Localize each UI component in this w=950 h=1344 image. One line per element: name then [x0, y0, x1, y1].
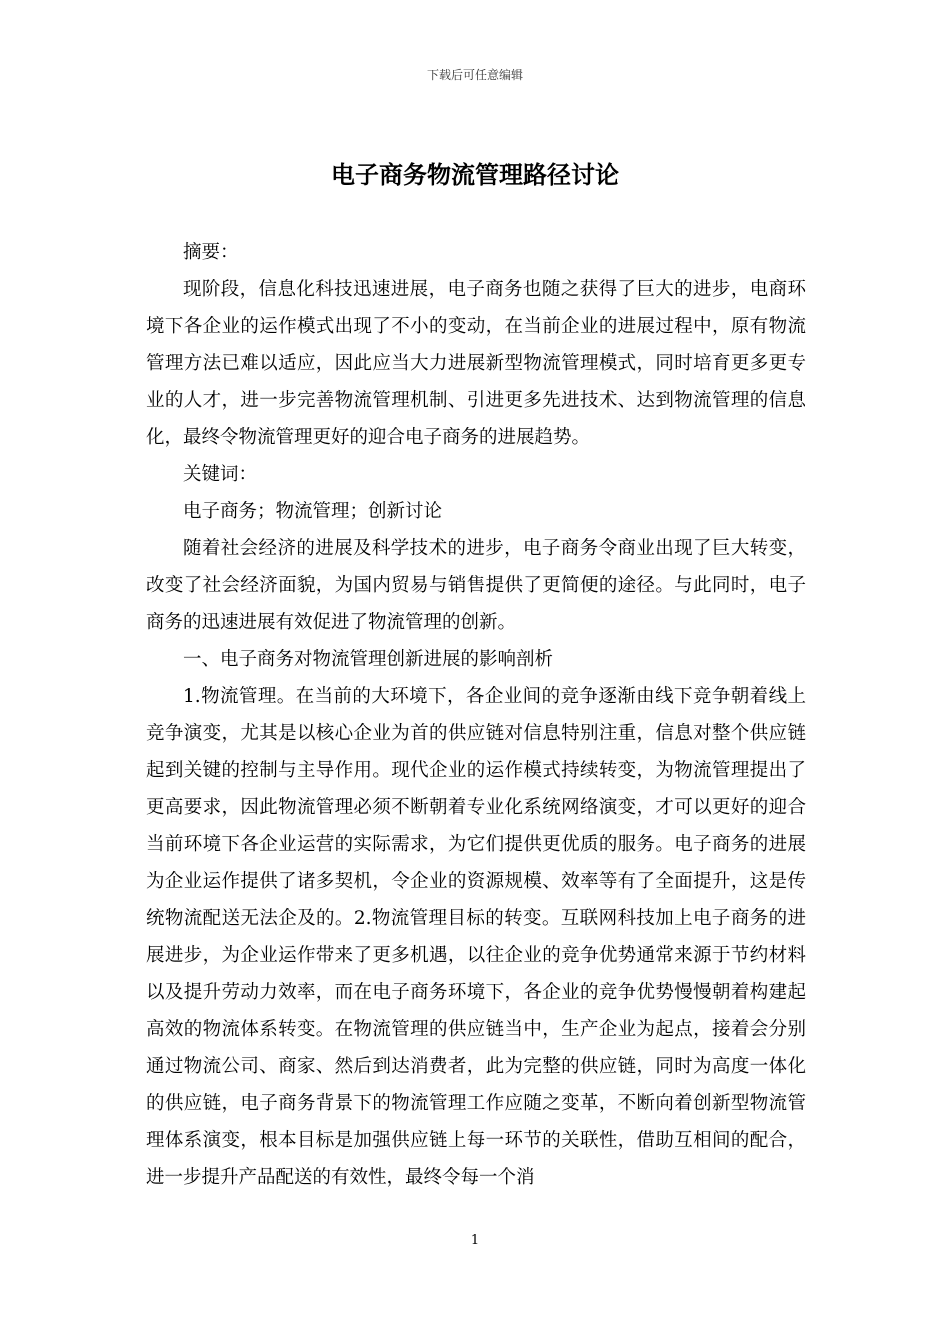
- section-heading: 一、电子商务对物流管理创新进展的影响剖析: [183, 649, 554, 670]
- abstract-paragraph: 现阶段，信息化科技迅速进展，电子商务也随之获得了巨大的进步，电商环境下各企业的运作模式出现了不小的变动，在当前企业的进展过程中，原有物流管理方法已难以适应，因此应当大力进展新型物流管理模式，同时培育更多更专业的人才，进一步完善物流管理机制、引进更多先进技术、达到物流管理的信息化，最终令物流管理更好的迎合电子商务的进展趋势。: [146, 279, 806, 448]
- document-body: [146, 234, 806, 1196]
- intro-paragraph: 随着社会经济的进展及科学技术的进步，电子商务令商业出现了巨大转变，改变了社会经济面貌，为国内贸易与销售提供了更简便的途径。与此同时，电子商务的迅速进展有效促进了物流管理的创新。: [146, 538, 806, 633]
- keywords-label: 关键词：: [183, 464, 258, 485]
- document-title: 电子商务物流管理路径讨论: [331, 161, 619, 189]
- body-paragraph: 1.物流管理。在当前的大环境下，各企业间的竞争逐渐由线下竞争朝着线上竞争演变，尤其是以核心企业为首的供应链对信息特别注重，信息对整个供应链起到关键的控制与主导作用。现代企业的运作模式持续转变，为物流管理提出了更高要求，因此物流管理必须不断朝着专业化系统网络演变，才可以更好的迎合当前环境下各企业运营的实际需求，为它们提供更优质的服务。电子商务的进展为企业运作提供了诸多契机，令企业的资源规模、效率等有了全面提升，这是传统物流配送无法企及的。2.物流管理目标的转变。互联网科技加上电子商务的进展进步，为企业运作带来了更多机遇，以往企业的竞争优势通常来源于节约材料以及提升劳动力效率，而在电子商务环境下，各企业的竞争优势慢慢朝着构建起高效的物流体系转变。在物流管理的供应链当中，生产企业为起点，接着会分别通过物流公司、商家、然后到达消费者，此为完整的供应链，同时为高度一体化的供应链，电子商务背景下的物流管理工作应随之变革，不断向着创新型物流管理体系演变，根本目标是加强供应链上每一环节的关联性，借助互相间的配合，进一步提升产品配送的有效性，最终令每一个消: [146, 686, 806, 1188]
- page-header-note: 下载后可任意编辑: [426, 68, 523, 82]
- page-number: 1: [470, 1233, 480, 1248]
- abstract-label: 摘要：: [183, 242, 239, 263]
- keywords-list: 电子商务；物流管理；创新讨论: [183, 501, 443, 522]
